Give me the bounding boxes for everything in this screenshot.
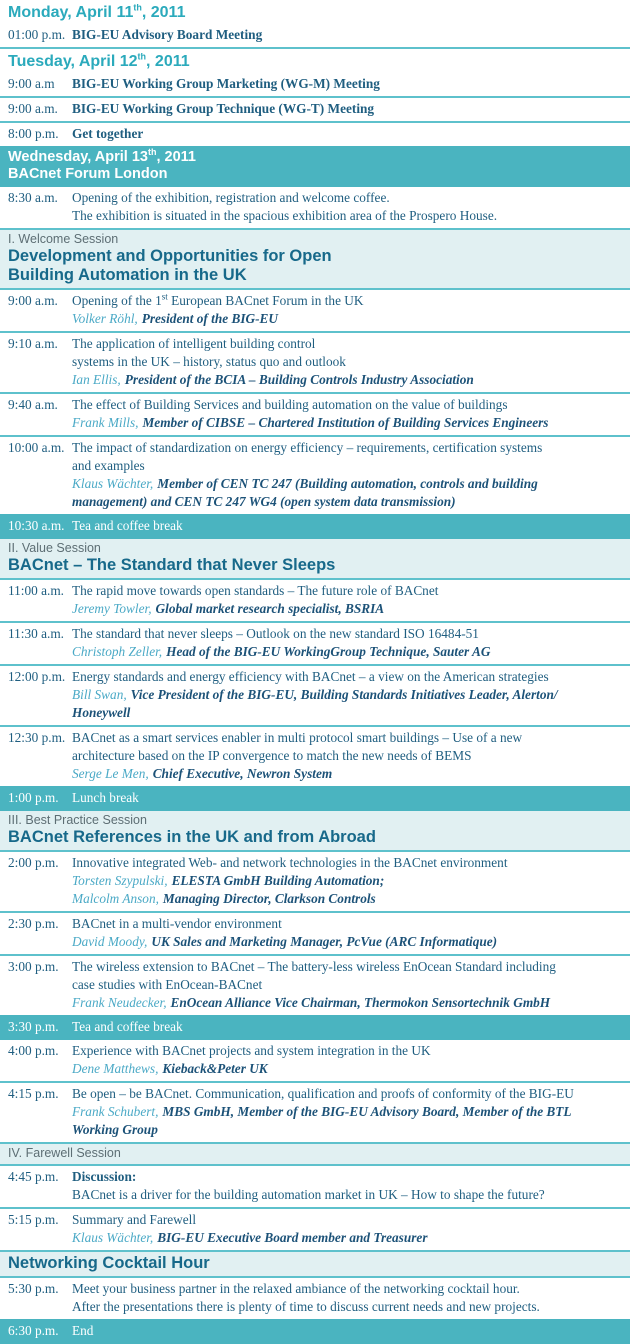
time-label: 8:00 p.m. xyxy=(8,126,59,141)
agenda-row-910am xyxy=(0,333,630,394)
time-label: 3:30 p.m. xyxy=(8,1019,59,1034)
break-label: Tea and coffee break xyxy=(72,518,183,533)
time-label: 9:40 a.m. xyxy=(8,397,58,412)
speaker-name: Serge Le Men, xyxy=(72,766,149,781)
speaker-role: Chief Executive, Newron System xyxy=(152,766,333,781)
speaker-role: Vice President of the BIG-EU, Building Standards Initiatives Leader, Alerton/ xyxy=(130,687,558,702)
event-cell xyxy=(72,75,630,93)
event-title-line: BACnet as a smart services enabler in multi protocol smart buildings – Use of a new xyxy=(72,730,523,745)
section-header-value xyxy=(0,539,630,580)
speaker-line xyxy=(72,310,626,328)
speaker-role-continued: Honeywell xyxy=(72,705,131,720)
speaker-role: President of the BCIA – Building Controls Industry Association xyxy=(124,372,474,387)
speaker-role: Member of CIBSE – Chartered Institution of Building Services Engineers xyxy=(142,415,549,430)
event-cell xyxy=(72,125,630,143)
speaker-line xyxy=(72,933,626,951)
time-label: 10:30 a.m. xyxy=(8,518,65,533)
day-heading-text: Monday, April 11 xyxy=(8,4,134,21)
time-label: 5:30 p.m. xyxy=(8,1281,59,1296)
event-title: BIG-EU Working Group Marketing (WG-M) Meeting xyxy=(72,76,380,91)
event-cell xyxy=(72,1280,630,1316)
time-label: 9:00 a.m. xyxy=(8,101,58,116)
time-label: 4:00 p.m. xyxy=(8,1043,59,1058)
agenda-row-230pm xyxy=(0,913,630,956)
speaker-name: Frank Mills, xyxy=(72,415,139,430)
time-label: 5:15 p.m. xyxy=(8,1212,59,1227)
event-cell xyxy=(72,915,630,951)
event-cell xyxy=(72,26,630,44)
speaker-name: Torsten Szypulski, xyxy=(72,873,168,888)
speaker-line xyxy=(72,475,626,493)
break-banner-330pm xyxy=(0,1015,630,1040)
time-label: 9:00 a.m xyxy=(8,76,55,91)
event-title-line: Be open – be BACnet. Communication, qualification and proofs of conformity of the BIG-EU xyxy=(72,1086,574,1101)
agenda-row-400pm xyxy=(0,1040,630,1083)
speaker-name: Bill Swan, xyxy=(72,687,127,702)
event-title-line: systems in the UK – history, status quo and outlook xyxy=(72,354,346,369)
speaker-role: BIG-EU Executive Board member and Treasurer xyxy=(157,1230,428,1245)
event-title-line: The standard that never sleeps – Outlook on the new standard ISO 16484-51 xyxy=(72,626,479,641)
time-label: 8:30 a.m. xyxy=(8,190,58,205)
banner-date-line xyxy=(8,149,622,166)
time-label: 11:00 a.m. xyxy=(8,583,65,598)
time-label: 4:15 p.m. xyxy=(8,1086,59,1101)
section-header-cocktail-hour xyxy=(0,1252,630,1278)
event-cell xyxy=(72,189,630,225)
speaker-line xyxy=(72,872,626,890)
section-label: III. Best Practice Session xyxy=(8,813,147,827)
event-title-line: Meet your business partner in the relaxed ambiance of the networking cocktail hour. xyxy=(72,1281,520,1296)
speaker-name: Malcolm Anson, xyxy=(72,891,159,906)
speaker-line xyxy=(72,1060,626,1078)
agenda-row-445pm xyxy=(0,1166,630,1209)
speaker-line xyxy=(72,414,626,432)
event-cell xyxy=(72,335,630,389)
speaker-name: Dene Matthews, xyxy=(72,1061,159,1076)
speaker-name: Klaus Wächter, xyxy=(72,1230,154,1245)
speaker-name: Ian Ellis, xyxy=(72,372,121,387)
event-cell xyxy=(72,292,630,328)
speaker-role: MBS GmbH, Member of the BIG-EU Advisory Board, Member of the BTL xyxy=(162,1104,572,1119)
ordinal-superscript: st xyxy=(161,291,168,302)
break-banner-100pm xyxy=(0,786,630,811)
event-title-line: The impact of standardization on energy efficiency – requirements, certification systems xyxy=(72,440,543,455)
event-title-line: Opening of the exhibition, registration and welcome coffee. xyxy=(72,190,390,205)
speaker-name: Christoph Zeller, xyxy=(72,644,163,659)
agenda-row-tue-900am-wgm xyxy=(0,73,630,98)
agenda-row-1000am xyxy=(0,437,630,514)
agenda-row-1130am xyxy=(0,623,630,666)
speaker-role: Managing Director, Clarkson Controls xyxy=(162,891,376,906)
event-title: BIG-EU Working Group Technique (WG-T) Meeting xyxy=(72,101,375,116)
time-label: 1:00 p.m. xyxy=(8,790,59,805)
time-label: 3:00 p.m. xyxy=(8,959,59,974)
agenda-row-1230pm xyxy=(0,727,630,786)
event-title-line: case studies with EnOcean-BACnet xyxy=(72,977,263,992)
section-header-welcome xyxy=(0,230,630,290)
event-cell xyxy=(72,1042,630,1078)
agenda-row-530pm xyxy=(0,1278,630,1319)
speaker-role: Kieback&Peter UK xyxy=(162,1061,268,1076)
section-title-line: Building Automation in the UK xyxy=(8,266,247,284)
event-title-line xyxy=(72,292,626,310)
agenda-row-tue-900am-wgt xyxy=(0,98,630,123)
event-title-line: architecture based on the IP convergence to match the new needs of BEMS xyxy=(72,748,472,763)
speaker-name: Volker Röhl, xyxy=(72,311,138,326)
event-cell xyxy=(72,958,630,1012)
event-title-text: Opening of the 1 xyxy=(72,293,162,308)
break-banner-1030am xyxy=(0,514,630,539)
agenda-row-415pm xyxy=(0,1083,630,1144)
section-label: I. Welcome Session xyxy=(8,232,119,246)
day-heading-text: Tuesday, April 12 xyxy=(8,53,138,70)
event-title-text: European BACnet Forum in the UK xyxy=(167,293,364,308)
ordinal-superscript: th xyxy=(147,147,157,158)
ordinal-superscript: th xyxy=(137,51,147,62)
day-heading-monday xyxy=(0,0,630,24)
day-heading-tuesday xyxy=(0,49,630,73)
event-title: Get together xyxy=(72,126,144,141)
section-title-line: BACnet References in the UK and from Abroad xyxy=(8,828,376,846)
speaker-role: ELESTA GmbH Building Automation; xyxy=(171,873,385,888)
banner-date-year: , 2011 xyxy=(156,149,196,165)
break-label: Tea and coffee break xyxy=(72,1019,183,1034)
day-heading-year: , 2011 xyxy=(146,53,190,70)
section-title-line: BACnet – The Standard that Never Sleeps xyxy=(8,556,336,574)
break-label: Lunch break xyxy=(72,790,139,805)
speaker-line xyxy=(72,890,626,908)
time-label: 01:00 p.m. xyxy=(8,27,66,42)
session-day-banner xyxy=(0,146,630,187)
section-title-line: Development and Opportunities for Open xyxy=(8,247,332,265)
event-cell xyxy=(72,625,630,661)
time-label: 2:00 p.m. xyxy=(8,855,59,870)
agenda-row-940am xyxy=(0,394,630,437)
speaker-name: Frank Schubert, xyxy=(72,1104,159,1119)
time-label: 2:30 p.m. xyxy=(8,916,59,931)
event-cell xyxy=(72,854,630,908)
section-header-farewell xyxy=(0,1144,630,1166)
event-cell xyxy=(72,1211,630,1247)
day-heading-year: , 2011 xyxy=(141,4,186,21)
speaker-name: Klaus Wächter, xyxy=(72,476,154,491)
ordinal-superscript: th xyxy=(133,2,142,13)
event-title-line: Innovative integrated Web- and network technologies in the BACnet environment xyxy=(72,855,508,870)
speaker-role: Global market research specialist, BSRIA xyxy=(155,601,385,616)
event-cell xyxy=(72,668,630,722)
time-label: 6:30 p.m. xyxy=(8,1323,59,1338)
event-cell xyxy=(72,729,630,783)
speaker-line xyxy=(72,1103,626,1121)
speaker-role-continued: Working Group xyxy=(72,1122,158,1137)
event-title-line: The wireless extension to BACnet – The battery-less wireless EnOcean Standard including xyxy=(72,959,556,974)
speaker-name: David Moody, xyxy=(72,934,148,949)
event-cell xyxy=(72,1085,630,1139)
agenda-row-1200pm xyxy=(0,666,630,727)
speaker-line xyxy=(72,600,626,618)
agenda-row-830am xyxy=(0,187,630,230)
time-label: 12:00 p.m. xyxy=(8,669,66,684)
speaker-role: Member of CEN TC 247 (Building automation, controls and building xyxy=(157,476,538,491)
section-label: IV. Farewell Session xyxy=(8,1146,121,1160)
break-label: End xyxy=(72,1323,94,1338)
event-cell xyxy=(72,582,630,618)
event-title-line: and examples xyxy=(72,458,145,473)
speaker-name: Jeremy Towler, xyxy=(72,601,152,616)
speaker-line xyxy=(72,371,626,389)
event-title-line: After the presentations there is plenty of time to discuss current needs and new projects. xyxy=(72,1299,540,1314)
event-title-line: The application of intelligent building control xyxy=(72,336,316,351)
event-title-line: The rapid move towards open standards – The future role of BACnet xyxy=(72,583,439,598)
event-title-line: Discussion: xyxy=(72,1169,137,1184)
event-title-line: The exhibition is situated in the spacious exhibition area of the Prospero House. xyxy=(72,208,498,223)
agenda-row-1100am xyxy=(0,580,630,623)
event-title: BIG-EU Advisory Board Meeting xyxy=(72,27,263,42)
end-banner-630pm xyxy=(0,1319,630,1344)
time-label: 11:30 a.m. xyxy=(8,626,65,641)
section-header-best-practice xyxy=(0,811,630,852)
agenda-row-mon-0100pm xyxy=(0,24,630,49)
section-title-line: Networking Cocktail Hour xyxy=(8,1254,210,1272)
speaker-name: Frank Neudecker, xyxy=(72,995,167,1010)
agenda-row-515pm xyxy=(0,1209,630,1252)
event-title-line: BACnet is a driver for the building automation market in UK – How to shape the future? xyxy=(72,1187,545,1202)
event-cell xyxy=(72,1168,630,1204)
event-title-line: The effect of Building Services and building automation on the value of buildings xyxy=(72,397,508,412)
agenda-row-300pm xyxy=(0,956,630,1015)
speaker-line xyxy=(72,765,626,783)
speaker-line xyxy=(72,1229,626,1247)
event-title-line: BACnet in a multi-vendor environment xyxy=(72,916,282,931)
speaker-line xyxy=(72,994,626,1012)
event-cell xyxy=(72,439,630,511)
speaker-role: President of the BIG-EU xyxy=(141,311,279,326)
event-title-line: Experience with BACnet projects and system integration in the UK xyxy=(72,1043,431,1058)
speaker-line xyxy=(72,686,626,704)
time-label: 9:10 a.m. xyxy=(8,336,58,351)
speaker-role: UK Sales and Marketing Manager, PcVue (ARC Informatique) xyxy=(151,934,498,949)
event-cell xyxy=(72,396,630,432)
event-title-line: Summary and Farewell xyxy=(72,1212,197,1227)
speaker-role: Head of the BIG-EU WorkingGroup Technique, Sauter AG xyxy=(166,644,491,659)
speaker-role: EnOcean Alliance Vice Chairman, Thermokon Sensortechnik GmbH xyxy=(170,995,551,1010)
event-title-line: Energy standards and energy efficiency with BACnet – a view on the American strategies xyxy=(72,669,549,684)
banner-date-text: Wednesday, April 13 xyxy=(8,149,148,165)
agenda-row-tue-800pm xyxy=(0,123,630,146)
agenda-row-200pm xyxy=(0,852,630,913)
speaker-role-continued: management) and CEN TC 247 WG4 (open system data transmission) xyxy=(72,494,456,509)
section-label: II. Value Session xyxy=(8,541,101,555)
agenda-row-900am xyxy=(0,290,630,333)
event-cell xyxy=(72,100,630,118)
time-label: 9:00 a.m. xyxy=(8,293,58,308)
time-label: 10:00 a.m. xyxy=(8,440,65,455)
speaker-line xyxy=(72,643,626,661)
time-label: 12:30 p.m. xyxy=(8,730,66,745)
time-label: 4:45 p.m. xyxy=(8,1169,59,1184)
banner-subtitle: BACnet Forum London xyxy=(8,166,168,182)
